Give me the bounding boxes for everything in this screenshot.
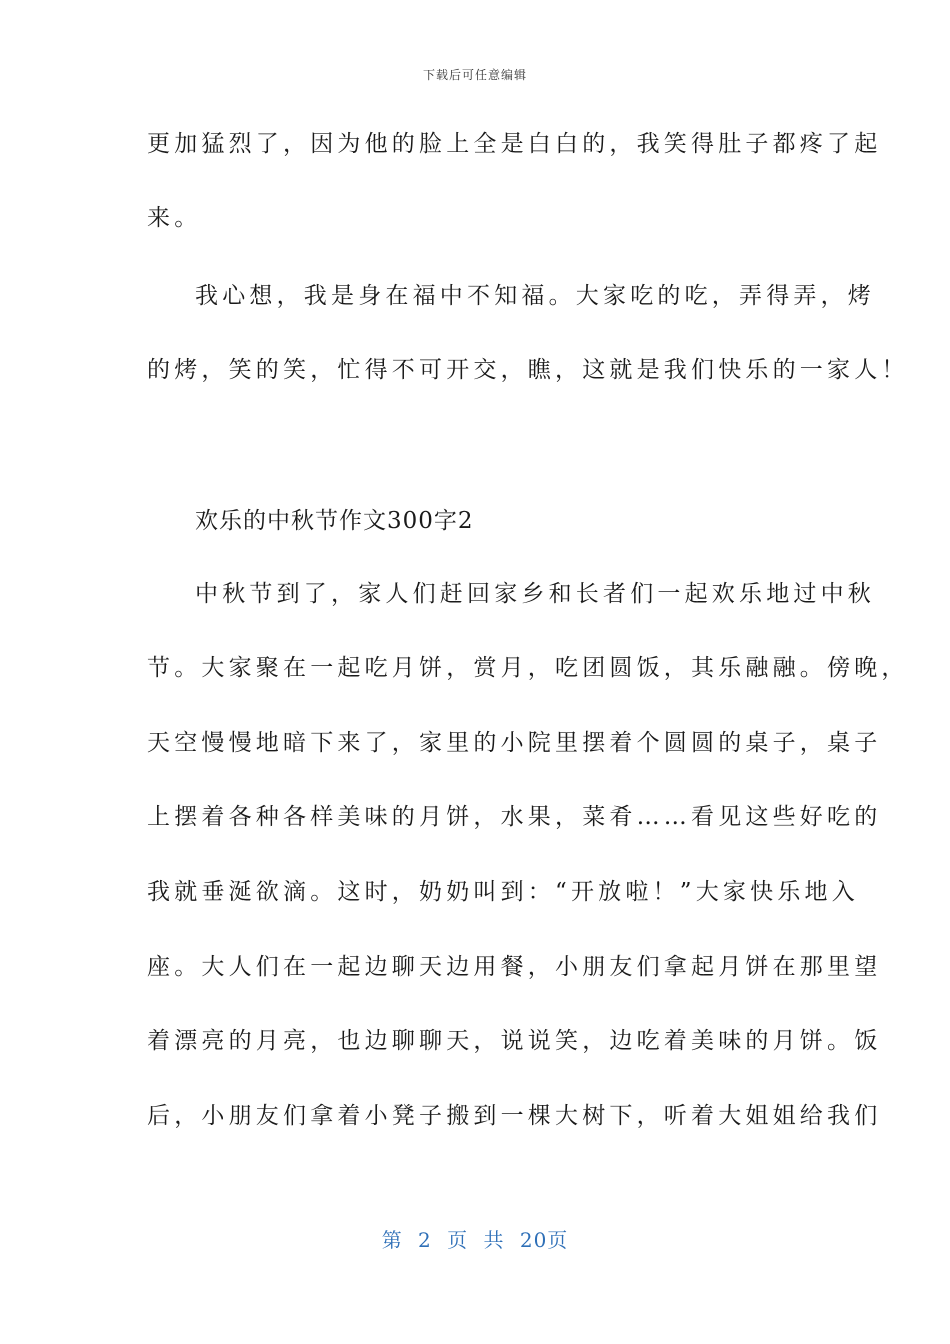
page-label-prefix: 第 — [381, 1228, 403, 1252]
paragraph-line: 我就垂涎欲滴。这时，奶奶叫到：“开放啦！”大家快乐地入 — [147, 879, 859, 905]
total-label: 共 — [483, 1228, 505, 1252]
page-label-mid: 页 — [447, 1228, 469, 1252]
paragraph-line: 天空慢慢地暗下来了，家里的小院里摆着个圆圆的桌子，桌子 — [147, 730, 882, 756]
paragraph-line: 座。大人们在一起边聊天边用餐，小朋友们拿起月饼在那里望 — [147, 954, 882, 980]
page-header-note: 下载后可任意编辑 — [422, 68, 527, 82]
total-pages: 20页 — [519, 1228, 569, 1252]
paragraph-line: 后，小朋友们拿着小凳子搬到一棵大树下，听着大姐姐给我们 — [147, 1103, 882, 1129]
paragraph-line: 着漂亮的月亮，也边聊聊天，说说笑，边吃着美味的月饼。饭 — [147, 1028, 882, 1054]
section-heading: 欢乐的中秋节作文300字2 — [195, 508, 474, 534]
page-footer — [0, 1224, 950, 1253]
paragraph-line: 更加猛烈了，因为他的脸上全是白白的，我笑得肚子都疼了起 — [147, 131, 882, 157]
paragraph-line: 我心想，我是身在福中不知福。大家吃的吃，弄得弄，烤 — [195, 283, 875, 309]
paragraph-line: 上摆着各种各样美味的月饼，水果，菜肴……看见这些好吃的 — [147, 804, 882, 830]
page-number: 2 — [418, 1228, 432, 1252]
paragraph-line: 的烤，笑的笑，忙得不可开交，瞧，这就是我们快乐的一家人！ — [147, 357, 909, 383]
paragraph-line: 节。大家聚在一起吃月饼，赏月，吃团圆饭，其乐融融。傍晚， — [147, 655, 909, 681]
paragraph-line: 中秋节到了，家人们赶回家乡和长者们一起欢乐地过中秋 — [195, 581, 875, 607]
paragraph-line: 来。 — [147, 205, 202, 231]
